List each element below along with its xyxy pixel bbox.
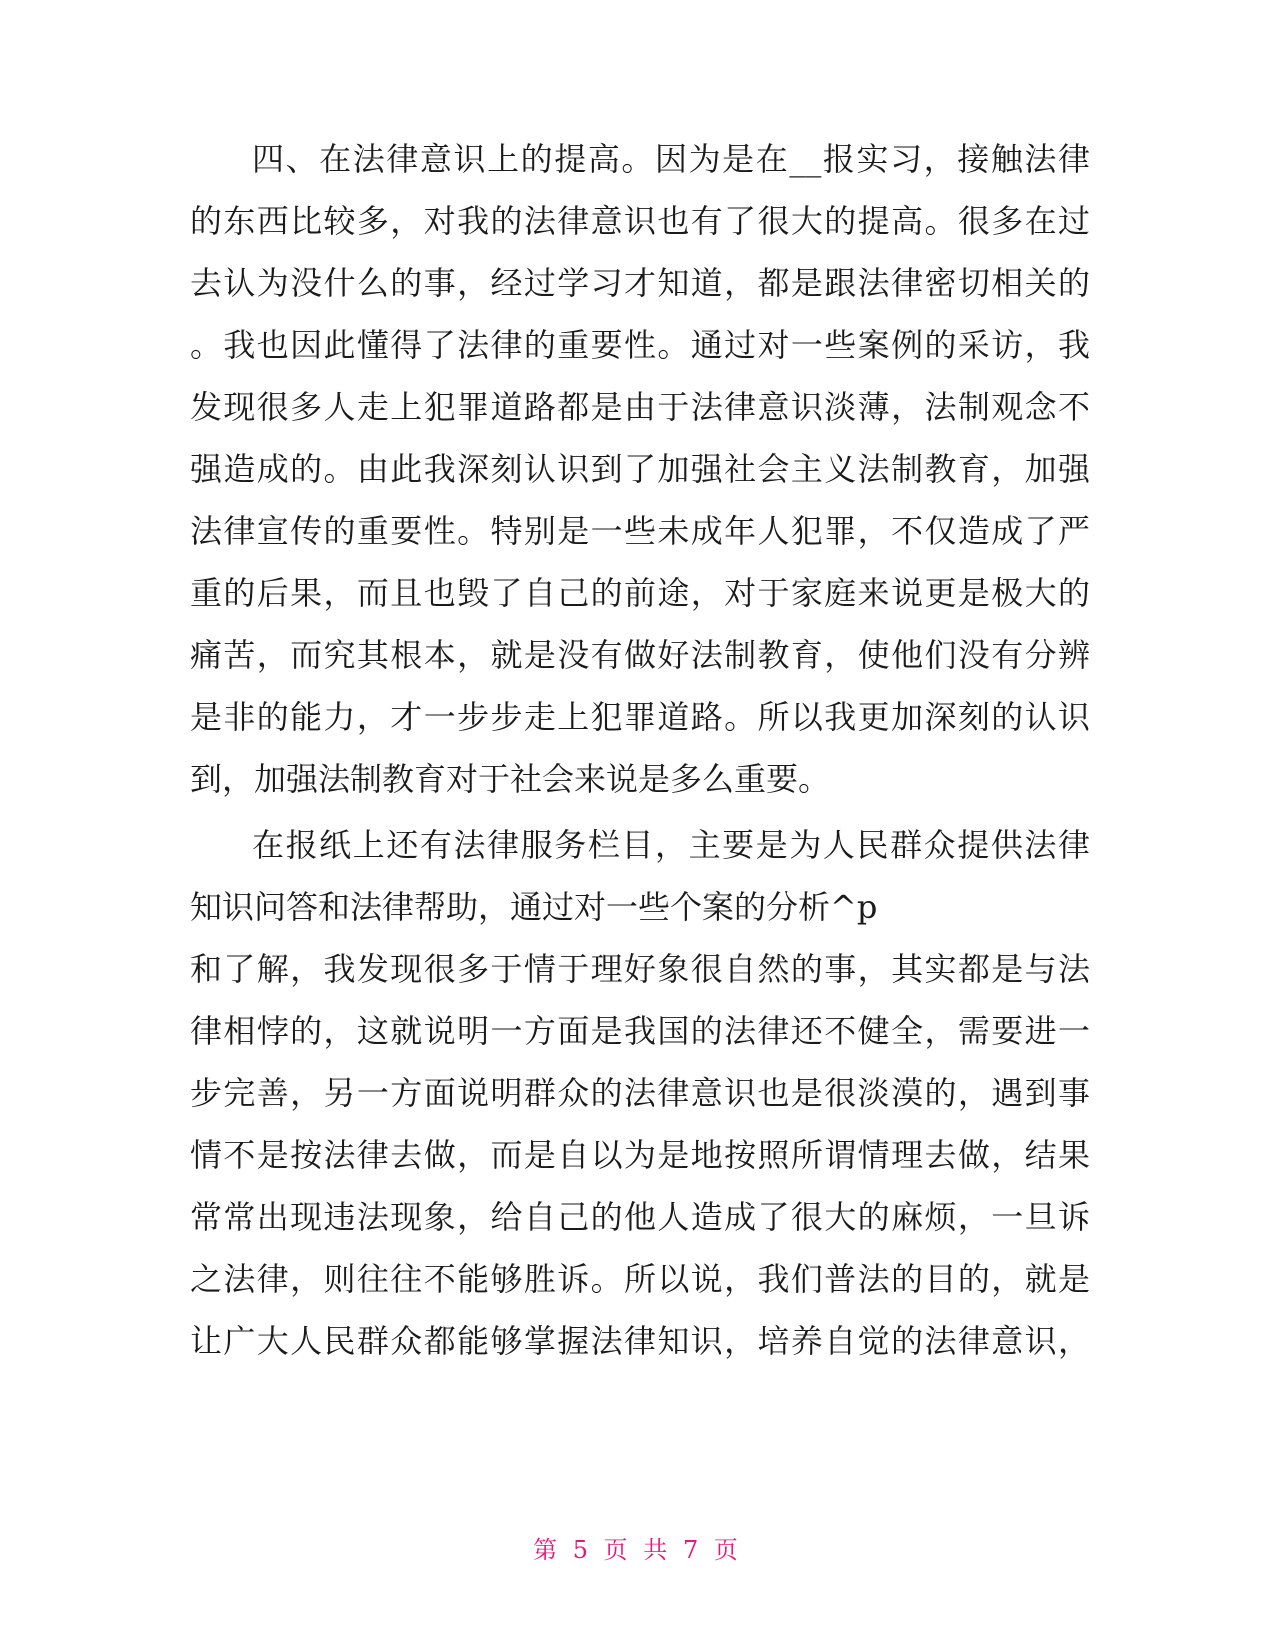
paragraph-1-line-6: 强造成的。由此我深刻认识到了加强社会主义法制教育，加强 — [190, 450, 1090, 488]
paragraph-3-line-7: 让广大人民群众都能够掌握法律知识，培养自觉的法律意识， — [190, 1322, 1090, 1360]
paragraph-2-line-2: 知识问答和法律帮助，通过对一些个案的分析^p — [190, 888, 878, 926]
paragraph-3-line-4: 情不是按法律去做，而是自以为是地按照所谓情理去做，结果 — [190, 1136, 1090, 1174]
paragraph-3-line-1: 和了解，我发现很多于情于理好象很自然的事，其实都是与法 — [190, 950, 1090, 988]
paragraph-1-line-3: 去认为没什么的事，经过学习才知道，都是跟法律密切相关的 — [190, 264, 1090, 302]
paragraph-1-line-4: 。我也因此懂得了法律的重要性。通过对一些案例的采访，我 — [190, 326, 1090, 364]
paragraph-1-line-7: 法律宣传的重要性。特别是一些未成年人犯罪，不仅造成了严 — [190, 512, 1090, 550]
paragraph-1-line-11: 到，加强法制教育对于社会来说是多么重要。 — [190, 760, 831, 798]
paragraph-1-line-9: 痛苦，而究其根本，就是没有做好法制教育，使他们没有分辨 — [190, 636, 1090, 674]
paragraph-3-line-5: 常常出现违法现象，给自己的他人造成了很大的麻烦，一旦诉 — [190, 1198, 1090, 1236]
paragraph-2-line-1: 在报纸上还有法律服务栏目，主要是为人民群众提供法律 — [252, 826, 1090, 864]
paragraph-1-line-8: 重的后果，而且也毁了自己的前途，对于家庭来说更是极大的 — [190, 574, 1090, 612]
paragraph-1-line-10: 是非的能力，才一步步走上犯罪道路。所以我更加深刻的认识 — [190, 698, 1090, 736]
paragraph-3-line-3: 步完善，另一方面说明群众的法律意识也是很淡漠的，遇到事 — [190, 1074, 1090, 1112]
paragraph-1-line-1: 四、在法律意识上的提高。因为是在__报实习，接触法律 — [252, 140, 1090, 178]
paragraph-1-line-5: 发现很多人走上犯罪道路都是由于法律意识淡薄，法制观念不 — [190, 388, 1090, 426]
paragraph-1-line-2: 的东西比较多，对我的法律意识也有了很大的提高。很多在过 — [190, 202, 1090, 240]
page-number-footer: 第 5 页 共 7 页 — [533, 1536, 742, 1564]
paragraph-3-line-6: 之法律，则往往不能够胜诉。所以说，我们普法的目的，就是 — [190, 1260, 1090, 1298]
paragraph-3-line-2: 律相悖的，这就说明一方面是我国的法律还不健全，需要进一 — [190, 1012, 1090, 1050]
